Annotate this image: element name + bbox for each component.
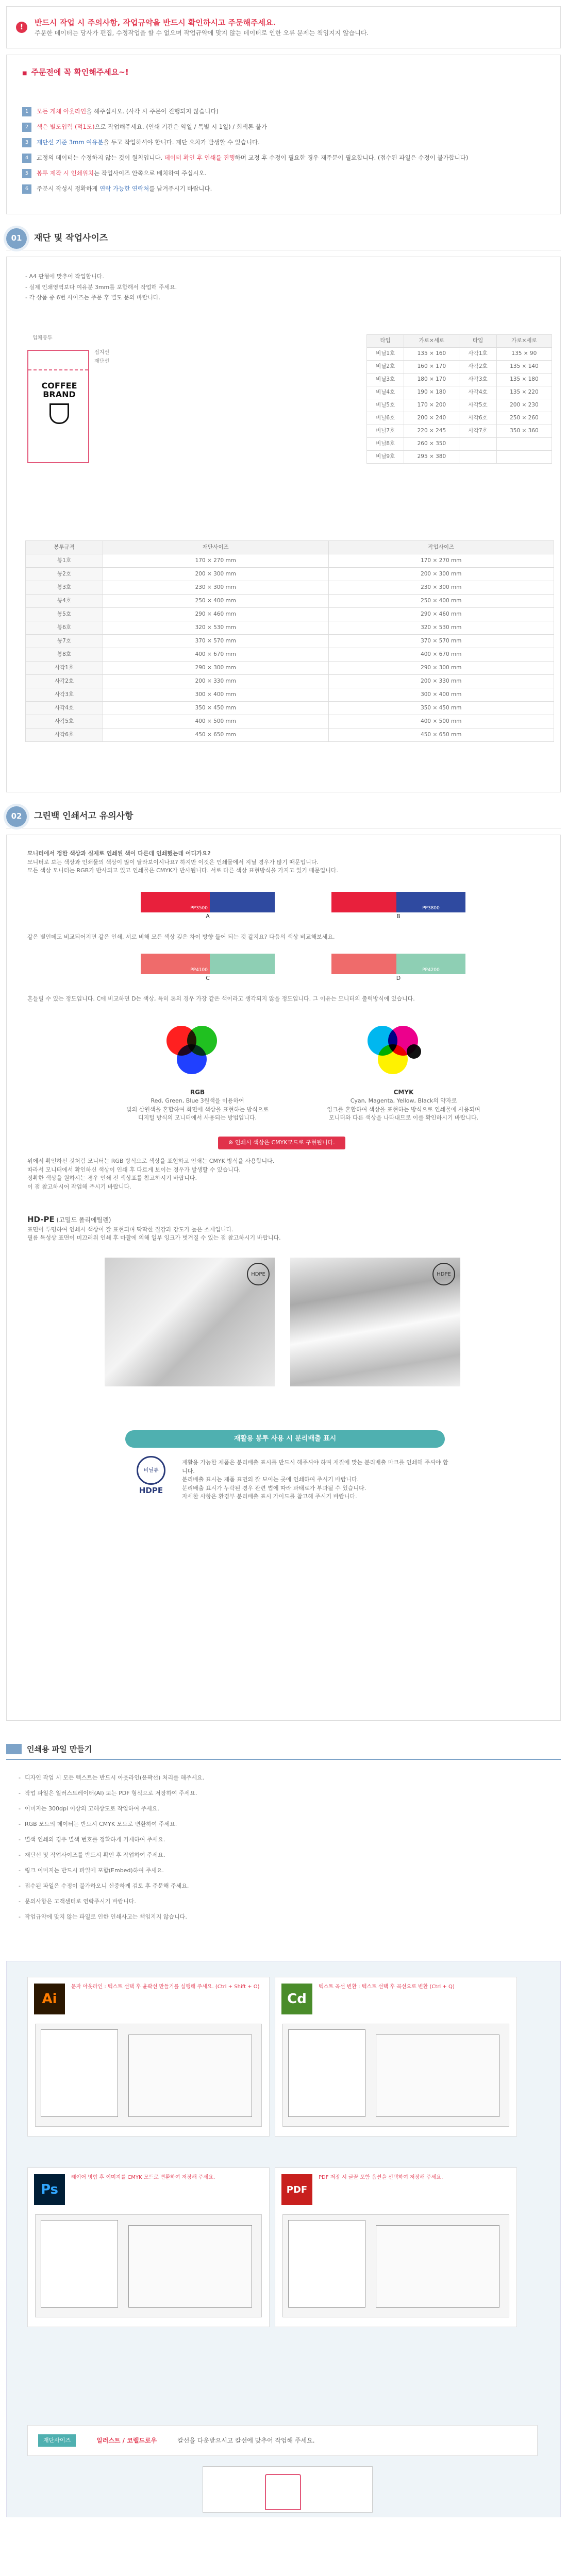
section2-header (6, 805, 561, 828)
table-cell (496, 438, 552, 451)
table-row (26, 715, 554, 728)
item-text: 교정의 데이터는 수정하지 않는 것이 원칙입니다. 데이터 확인 후 인쇄를 진행하며 교정 후 수정이 필요한 경우 재주문이 필요합니다. (접수된 파일은 수정이 불가합니다) (37, 154, 469, 161)
cutline-screenshot (203, 2466, 373, 2513)
table-cell: 135 × 90 (496, 348, 552, 361)
table-cell: 봉4호 (26, 595, 103, 608)
header-title: 반드시 작업 시 주의사항, 작업규약을 반드시 확인하시고 주문해주세요. (35, 18, 276, 27)
table-cell: 사각6호 (459, 412, 496, 425)
table-row (367, 386, 552, 399)
table-cell: 비닐6호 (367, 412, 404, 425)
rgb-caption: RGB Red, Green, Blue 3원색을 이용하여 빛의 삼원색을 혼합하여 화면에 색상을 표현하는 방식으로 디지털 방식의 모니터에서 사용되는 방법입니다. (126, 1089, 269, 1121)
checklist-item (22, 135, 545, 150)
notice-paras: 위에서 확인하신 것처럼 모니터는 RGB 방식으로 색상을 표현하고 인쇄는 CMYK 방식을 사용합니다. 따라서 모니터에서 확인하신 색상이 인쇄 후 다르게 보이는 경우가 발생할 수 있습니다. 정확한 색상을 원하시는 경우 인쇄 전 색상표를 참고하시기 바랍니다. 이 점 참고하시어 작업해 주시기 바랍니다. (27, 1158, 275, 1190)
item-text: 모든 개체 아웃라인을 해주십시오. (사각 시 주문이 진행되지 않습니다) (37, 107, 219, 115)
table-row (367, 361, 552, 374)
table-cell: 290 × 460 mm (103, 608, 329, 621)
bullet-2: - 실제 인쇄영역보다 여유분 3mm를 포함해서 작업해 주세요. (25, 283, 177, 291)
cmyk-notice-badge: ※ 인쇄시 색상은 CMYK모드로 구현됩니다. (218, 1137, 345, 1149)
item-highlight: 데이터 확인 후 인쇄를 진행 (164, 154, 235, 161)
table-cell: 135 × 180 (496, 374, 552, 386)
table-cell: 사각6호 (26, 728, 103, 742)
table-row (367, 399, 552, 412)
table-cell: 400 × 500 mm (103, 715, 329, 728)
table-cell: 200 × 300 mm (103, 568, 329, 581)
app-icon: Cd (281, 1984, 312, 2014)
checklist-item (22, 120, 545, 135)
panel-desc: PDF 저장 시 글꼴 포함 옵션을 선택하여 저장해 주세요. (319, 2175, 443, 2180)
section1-header (6, 227, 561, 250)
table-row (26, 568, 554, 581)
item-highlight: 재단선 기준 3mm 여유분 (37, 138, 104, 146)
table-cell: 135 × 160 (404, 348, 459, 361)
checklist-heading: ■ 주문전에 꼭 확인해주세요~! (22, 66, 545, 78)
cmyk-diagram (368, 1026, 429, 1082)
software-panel (275, 2167, 517, 2327)
bag-diagram (27, 350, 89, 463)
table-cell: 비닐7호 (367, 425, 404, 438)
list-item: - 링크 이미지는 반드시 파일에 포함(Embed)하여 주세요. (19, 1863, 548, 1878)
table-cell: 370 × 570 mm (328, 635, 554, 648)
checklist-item (22, 104, 545, 120)
section-number: 02 (6, 806, 27, 827)
rgb-diagram (166, 1026, 228, 1082)
table-cell: 250 × 260 (496, 412, 552, 425)
large-table-header-cell: 작업사이즈 (328, 541, 554, 554)
table-cell: 300 × 400 mm (328, 688, 554, 702)
checklist-item (22, 150, 545, 166)
question: 모니터에서 정한 색상과 실제로 인쇄된 색이 다른데 인쇄했는데 어디가요? (27, 850, 211, 857)
cmyk-caption: CMYK Cyan, Magenta, Yellow, Black의 약자로 잉크를 혼합하여 색상을 표현하는 방식으로 인쇄물에 사용되며 모니터와 다른 색상을 나타내므로 이를 확인하시기 바랍니다. (327, 1089, 480, 1121)
table-row (26, 621, 554, 635)
table-cell: 135 × 140 (496, 361, 552, 374)
large-table-header-row (26, 541, 554, 554)
large-table-header-cell: 재단사이즈 (103, 541, 329, 554)
section1-box (6, 257, 561, 792)
table-cell: 180 × 170 (404, 374, 459, 386)
checklist-item (22, 166, 545, 181)
table-cell: 290 × 460 mm (328, 608, 554, 621)
item-text: 색은 별도입력 (먹1도)으로 작업해주세요. (인쇄 기간은 약일 / 특별 시 1일) / 회색톤 불가 (37, 123, 268, 130)
panel-screenshot (35, 2214, 262, 2317)
table-cell: 230 × 300 mm (328, 581, 554, 595)
recycle-icon: HDPE (247, 1263, 270, 1285)
table-cell: 400 × 670 mm (328, 648, 554, 662)
table-cell: 320 × 530 mm (103, 621, 329, 635)
hdpe-block: HD-PE (고밀도 폴리에틸렌) 표면이 투명하여 인쇄시 색상이 잘 표현되며 딱딱한 질감과 강도가 높은 소재입니다. 필름 특성상 표면이 미끄러워 인쇄 후 마찰에 의해 일부 잉크가 벗겨질 수 있는 점 참고하시기 바랍니다. (27, 1215, 281, 1241)
table-row (26, 648, 554, 662)
list-item: - RGB 모드의 데이터는 반드시 CMYK 모드로 변환하여 주세요. (19, 1817, 548, 1832)
software-panel (275, 1977, 517, 2137)
table-cell: 봉1호 (26, 554, 103, 568)
para: 모든 색상 모니터는 RGB가 반사되고 있고 인쇄물은 CMYK가 반사됩니다. 서로 다른 색상 표현방식을 가지고 있기 때문입니다. (27, 867, 339, 874)
para: 모니터로 보는 색상과 인쇄물의 색상이 많이 달라보이시나요? 하지만 이것은 인쇄물에서 지닐 경우가 많기 때문입니다. (27, 858, 319, 866)
item-number: 2 (22, 123, 31, 132)
checklist-item (22, 181, 545, 197)
table-cell: 사각2호 (459, 361, 496, 374)
item-text: 주문시 작성시 정확하게 연락 가능한 연락처를 남겨주시기 바랍니다. (37, 184, 212, 192)
list-item: - 작업규약에 맞지 않는 파일로 인한 인쇄사고는 책임지지 않습니다. (19, 1909, 548, 1925)
panel-desc: 레이어 병합 후 이미지를 CMYK 모드로 변환하여 저장해 주세요. (71, 2175, 215, 2180)
table-cell: 봉3호 (26, 581, 103, 595)
table-row (367, 412, 552, 425)
table-row (26, 702, 554, 715)
table-row (26, 675, 554, 688)
large-table-header-cell: 봉투규격 (26, 541, 103, 554)
table-cell: 320 × 530 mm (328, 621, 554, 635)
size-table-small (366, 334, 552, 464)
table-cell: 사각5호 (459, 399, 496, 412)
recycle-paras: 재활용 가능한 제품은 분리배출 표시를 반드시 해주셔야 하며 재질에 맞는 분리배출 마크를 인쇄해 주셔야 합니다. 분리배출 표시는 제품 표면의 잘 보이는 곳에 인쇄하여 주시기 바랍니다. 분리배출 표시가 누락된 경우 관련 법에 따라 과태료가 부과될 수 있습니다. 자세한 사항은 환경부 분리배출 표시 가이드를 참고해 주시기 바랍니다. (182, 1459, 448, 1500)
program-names: 일러스트 / 코렐드로우 (96, 2437, 157, 2444)
app-icon: Ai (34, 1984, 65, 2014)
table-cell: 사각1호 (459, 348, 496, 361)
table-cell: 135 × 220 (496, 386, 552, 399)
table-cell: 290 × 300 mm (103, 662, 329, 675)
list-item: - 별색 인쇄의 경우 별색 번호를 정확하게 기재하여 주세요. (19, 1832, 548, 1848)
small-table-header-row (367, 335, 552, 348)
header-line: 주문한 데이터는 당사가 편집, 수정작업을 할 수 없으며 작업규약에 맞지 않는 데이터로 인한 오류 문제는 책임지지 않습니다. (35, 29, 369, 37)
bullet-1: - A4 판형에 맞추어 작업합니다. (25, 273, 104, 280)
table-row (367, 374, 552, 386)
table-row (26, 728, 554, 742)
table-cell: 봉6호 (26, 621, 103, 635)
cut-line-label: 재단선 (94, 359, 109, 364)
folder-icon (6, 1744, 22, 1754)
app-icon: Ps (34, 2174, 65, 2205)
table-row (26, 608, 554, 621)
color-bars-cd: PP4100 C PP4200 D (141, 954, 465, 983)
table-cell: 250 × 400 mm (328, 595, 554, 608)
table-cell: 비닐3호 (367, 374, 404, 386)
small-table-header-cell: 타입 (367, 335, 404, 348)
panel-screenshot (282, 2214, 509, 2317)
table-cell: 사각4호 (459, 386, 496, 399)
item-text: 봉투 제작 시 인쇄위치는 작업사이즈 안쪽으로 배치하여 주십시오. (37, 169, 207, 177)
table-cell: 200 × 330 mm (328, 675, 554, 688)
para: 같은 별인데도 비교되어지면 같은 인쇄. 서로 비해 모든 색상 깊은 차이 방향 들어 되는 것 같지요? 다음의 색상 비교해보세요. (27, 934, 335, 940)
table-cell: 230 × 300 mm (103, 581, 329, 595)
table-row (26, 581, 554, 595)
bag-label: 입체봉투 (32, 335, 53, 341)
list-item: - 재단선 및 작업사이즈를 반드시 확인 후 작업하여 주세요. (19, 1848, 548, 1863)
table-cell: 170 × 270 mm (328, 554, 554, 568)
bullet-3: - 각 상품 중 6번 사이즈는 주문 후 별도 문의 바랍니다. (25, 294, 160, 301)
table-cell: 200 × 300 mm (328, 568, 554, 581)
table-cell (459, 451, 496, 464)
table-row (367, 451, 552, 464)
table-cell: 사각3호 (26, 688, 103, 702)
table-cell: 170 × 270 mm (103, 554, 329, 568)
table-cell: 봉7호 (26, 635, 103, 648)
panel-screenshot (282, 2024, 509, 2127)
table-row (26, 662, 554, 675)
table-cell: 봉5호 (26, 608, 103, 621)
cut-size-tag: 재단사이즈 (38, 2434, 76, 2447)
table-cell: 370 × 570 mm (103, 635, 329, 648)
table-row (26, 635, 554, 648)
small-table-header-cell: 가로×세로 (496, 335, 552, 348)
hdpe-mark: 비닐류 HDPE (130, 1456, 172, 1497)
software-guide (6, 1961, 561, 2517)
recycle-icon: HDPE (432, 1263, 455, 1285)
table-cell: 사각3호 (459, 374, 496, 386)
checklist (22, 104, 545, 197)
table-cell: 170 × 200 (404, 399, 459, 412)
small-table-header-cell: 타입 (459, 335, 496, 348)
panel-desc: 텍스트 곡선 변환 : 텍스트 선택 후 곡선으로 변환 (Ctrl + Q) (319, 1984, 455, 1990)
item-text: 재단선 기준 3mm 여유분을 두고 작업하셔야 합니다. 재단 오차가 발생할 수 있습니다. (37, 138, 260, 146)
item-number: 5 (22, 169, 31, 178)
table-cell: 200 × 330 mm (103, 675, 329, 688)
item-highlight: 색은 별도입력 (먹1도) (37, 123, 95, 130)
checklist-box (6, 55, 561, 214)
recycle-banner: 재활용 봉투 사용 시 분리배출 표시 (125, 1430, 445, 1448)
table-cell: 450 × 650 mm (103, 728, 329, 742)
panel-screenshot (35, 2024, 262, 2127)
section-title: 인쇄용 파일 만들기 (27, 1744, 92, 1754)
section-title: 그린백 인쇄서고 유의사항 (34, 810, 134, 821)
table-cell: 사각4호 (26, 702, 103, 715)
item-number: 6 (22, 184, 31, 194)
program-desc: 칼선을 다운받으시고 칼선에 맞추어 작업해 주세요. (177, 2437, 315, 2444)
size-table-large (25, 540, 554, 742)
table-cell: 400 × 670 mm (103, 648, 329, 662)
section-title: 재단 및 작업사이즈 (34, 232, 108, 243)
table-cell: 비닐4호 (367, 386, 404, 399)
list-item: - 작업 파일은 일러스트레이터(AI) 또는 PDF 형식으로 저장하여 주세요. (19, 1786, 548, 1801)
table-cell: 350 × 450 mm (103, 702, 329, 715)
table-cell: 260 × 350 (404, 438, 459, 451)
software-panel (27, 2167, 270, 2327)
list-item: - 문의사항은 고객센터로 연락주시기 바랍니다. (19, 1894, 548, 1909)
table-cell: 200 × 230 (496, 399, 552, 412)
table-cell: 사각5호 (26, 715, 103, 728)
table-cell: 비닐2호 (367, 361, 404, 374)
table-row (367, 348, 552, 361)
cup-icon (49, 403, 69, 424)
software-panel (27, 1977, 270, 2137)
coffee-logo: COFFEE BRAND (39, 382, 80, 424)
list-item: - 디자인 작업 시 모든 텍스트는 반드시 아웃라인(윤곽선) 처리를 해주세요. (19, 1770, 548, 1786)
panel-desc: 문자 아웃라인 : 텍스트 선택 후 윤곽선 만들기를 실행해 주세요. (Ctrl + Shift + O) (71, 1984, 260, 1990)
color-bars-ab: PP3500 A PP3800 B (141, 892, 465, 921)
table-row (26, 595, 554, 608)
para: 흔들릴 수 있는 정도입니다. C에 비교하면 D는 색상, 특히 톤의 경우 가장 같은 색이라고 생각되지 않을 정도입니다. 그 이유는 모니터의 출력방식에 있습니다. (27, 995, 415, 1002)
table-cell: 190 × 180 (404, 386, 459, 399)
table-cell (496, 451, 552, 464)
table-cell: 350 × 360 (496, 425, 552, 438)
table-cell: 사각7호 (459, 425, 496, 438)
table-cell: 비닐8호 (367, 438, 404, 451)
table-cell (459, 438, 496, 451)
table-cell: 450 × 650 mm (328, 728, 554, 742)
list-item: - 접수된 파일은 수정이 불가하오니 신중하게 검토 후 주문해 주세요. (19, 1878, 548, 1894)
section3-header (6, 1739, 561, 1760)
illustrator-row (27, 2425, 538, 2456)
app-icon: PDF (281, 2174, 312, 2205)
item-highlight: 모든 개체 아웃라인 (37, 107, 87, 115)
list-item: - 이미지는 300dpi 이상의 고해상도로 작업하여 주세요. (19, 1801, 548, 1817)
table-cell: 비닐9호 (367, 451, 404, 464)
item-highlight: 봉투 제작 시 인쇄위치 (37, 169, 94, 177)
table-cell: 200 × 240 (404, 412, 459, 425)
header-notice (6, 6, 561, 48)
table-cell: 사각2호 (26, 675, 103, 688)
section2-box (6, 835, 561, 1721)
table-cell: 160 × 170 (404, 361, 459, 374)
table-cell: 295 × 380 (404, 451, 459, 464)
table-cell: 290 × 300 mm (328, 662, 554, 675)
hdpe-photo-2 (290, 1258, 460, 1386)
item-highlight: 연락 가능한 연락처 (99, 184, 149, 192)
table-cell: 봉8호 (26, 648, 103, 662)
table-cell: 220 × 245 (404, 425, 459, 438)
table-row (26, 554, 554, 568)
item-number: 3 (22, 138, 31, 147)
small-table-header-cell: 가로×세로 (404, 335, 459, 348)
item-number: 1 (22, 107, 31, 116)
item-number: 4 (22, 154, 31, 163)
table-cell: 250 × 400 mm (103, 595, 329, 608)
table-cell: 봉2호 (26, 568, 103, 581)
hdpe-photo-1 (105, 1258, 275, 1386)
table-row (367, 425, 552, 438)
warning-icon: ! (16, 22, 27, 33)
table-cell: 비닐5호 (367, 399, 404, 412)
table-cell: 300 × 400 mm (103, 688, 329, 702)
fold-line-label: 접지선 (94, 350, 109, 355)
table-cell: 비닐1호 (367, 348, 404, 361)
table-row (26, 688, 554, 702)
section-number: 01 (6, 228, 27, 249)
file-guide-list (0, 1760, 567, 1961)
table-cell: 사각1호 (26, 662, 103, 675)
table-cell: 350 × 450 mm (328, 702, 554, 715)
table-cell: 400 × 500 mm (328, 715, 554, 728)
table-row (367, 438, 552, 451)
